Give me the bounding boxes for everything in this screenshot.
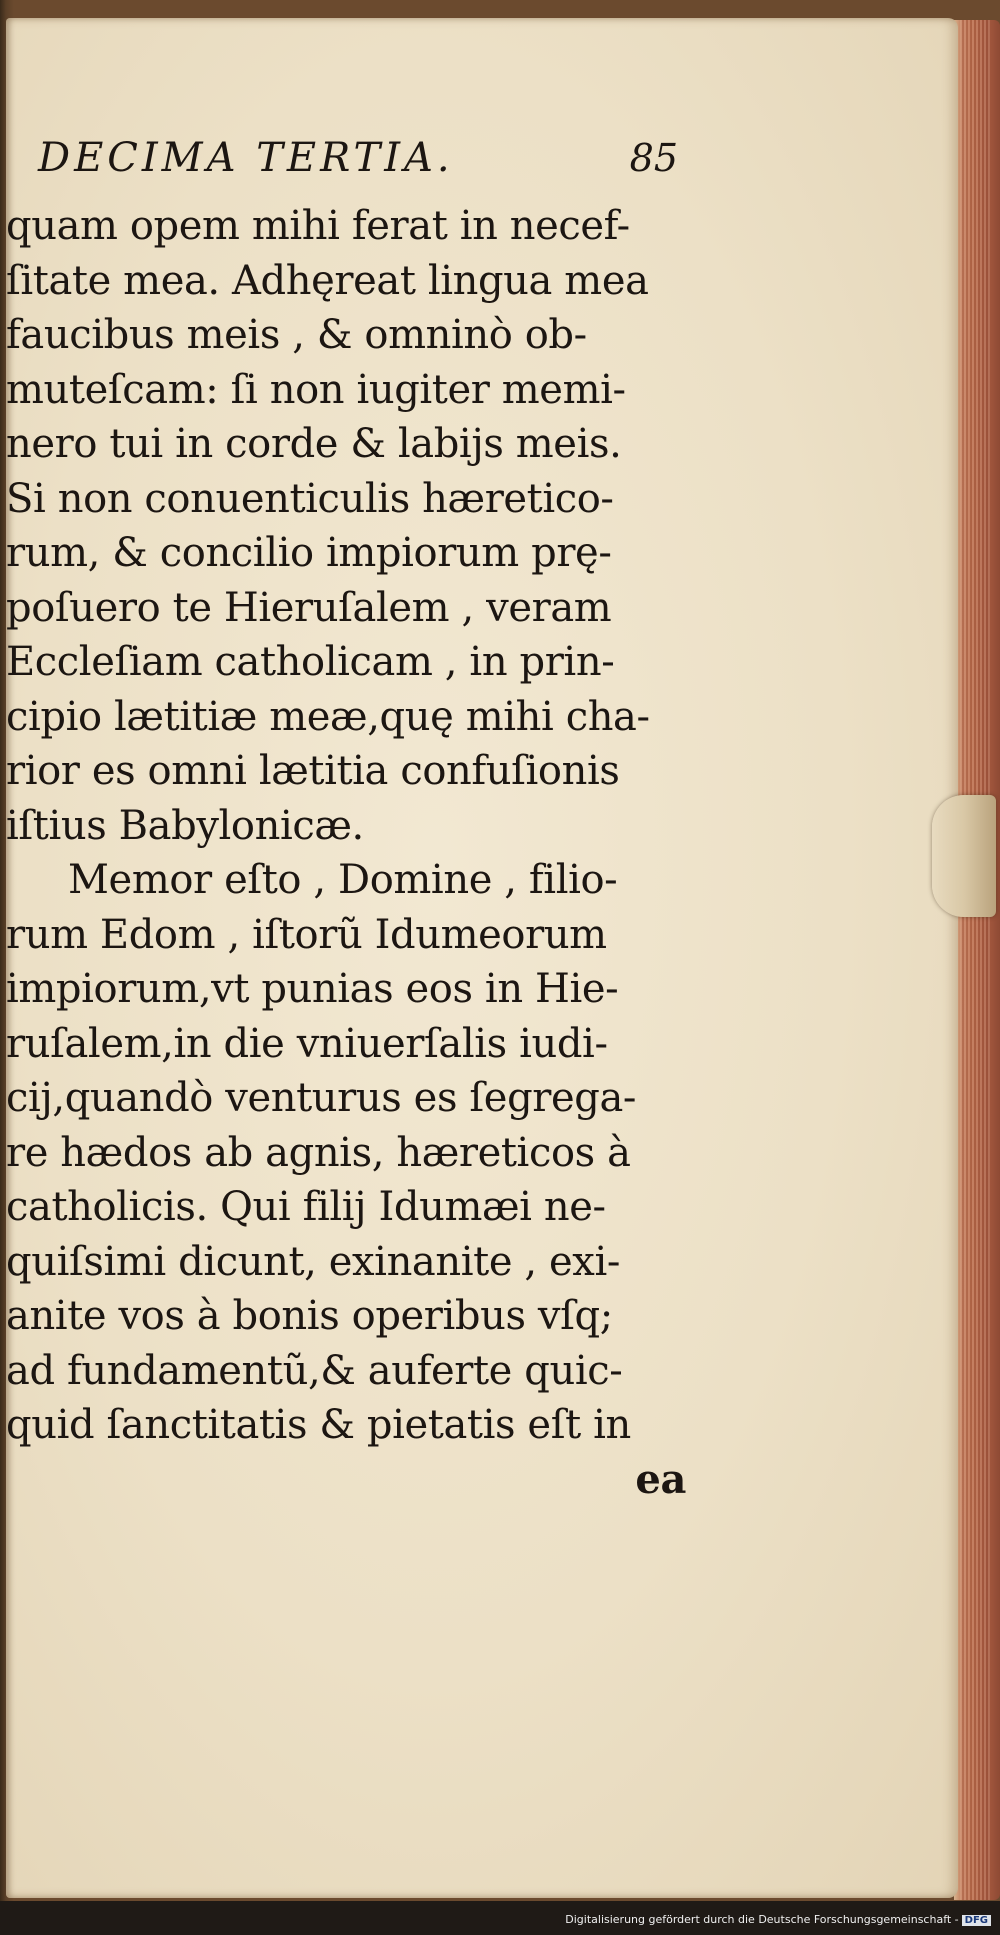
- page-number: 85: [629, 136, 678, 180]
- text-line: anite vos à bonis operibus vſq;: [6, 1293, 613, 1339]
- credit-text: Digitalisierung gefördert durch die Deutsche Forschungsgemeinschaft -: [565, 1913, 959, 1926]
- digitization-credit: [562, 1912, 994, 1927]
- running-header: [38, 135, 678, 195]
- text-line: impiorum,vt punias eos in Hie-: [6, 966, 619, 1012]
- text-line: faucibus meis , & omninò ob-: [6, 312, 587, 358]
- page-text: [0, 135, 690, 1507]
- text-line: poſuero te Hieruſalem , veram: [6, 584, 612, 631]
- text-line: iſtius Babylonicæ.: [6, 802, 364, 849]
- text-line: quiſsimi dicunt, exinanite , exi-: [6, 1238, 620, 1285]
- text-line: ad fundamentũ,& auferte quic-: [6, 1347, 623, 1394]
- book-clasp: [932, 795, 996, 917]
- text-line: nero tui in corde & labijs meis.: [6, 421, 622, 467]
- text-line: catholicis. Qui filij Idumæi ne-: [6, 1184, 606, 1230]
- text-line: quid ſanctitatis & pietatis eſt in: [6, 1402, 631, 1448]
- book-fore-edge: [954, 20, 1000, 1900]
- text-line: rum Edom , iſtorũ Idumeorum: [6, 911, 607, 958]
- text-lines: [0, 199, 690, 1507]
- running-title: DECIMA TERTIA.: [38, 135, 454, 181]
- text-line: cij,quandò venturus es ſegrega-: [6, 1075, 637, 1121]
- text-line: rior es omni lætitia confuſionis: [6, 748, 620, 794]
- text-line: muteſcam: ſi non iugiter memi-: [6, 366, 626, 413]
- dfg-logo: DFG: [962, 1915, 991, 1926]
- text-line: ruſalem,in die vniuerſalis iudi-: [6, 1020, 608, 1067]
- text-line: Eccleſiam catholicam , in prin-: [6, 639, 615, 685]
- text-line: re hædos ab agnis, hæreticos à: [6, 1129, 631, 1176]
- text-line: rum, & concilio impiorum prę-: [6, 530, 612, 576]
- paragraph-start-line: Memor eſto , Domine , filio-: [68, 857, 618, 903]
- text-line: Si non conuenticulis hæretico-: [6, 475, 614, 522]
- text-line: ſitate mea. Adhęreat lingua mea: [6, 257, 649, 304]
- text-line: quam opem mihi ferat in necef-: [6, 203, 630, 249]
- text-line: cipio lætitiæ meæ,quę mihi cha-: [6, 693, 650, 740]
- catchword: ea: [635, 1455, 686, 1503]
